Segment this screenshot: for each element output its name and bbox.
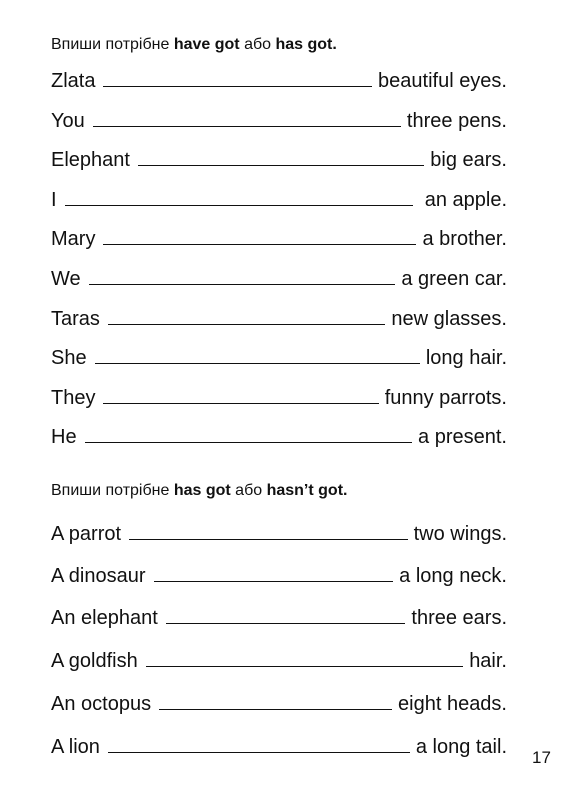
answer-blank — [103, 85, 372, 87]
row-predicate: a long tail. — [415, 736, 507, 758]
answer-blank — [85, 441, 412, 443]
answer-blank — [129, 538, 408, 540]
row-subject: Zlata — [51, 70, 96, 92]
instruction-have-got: Впиши потрібне have got або has got. — [51, 36, 337, 53]
exercise-row — [51, 382, 507, 410]
row-predicate: long hair. — [425, 347, 507, 369]
row-subject: A lion — [51, 736, 100, 758]
row-predicate: three ears. — [411, 607, 507, 629]
answer-blank — [166, 622, 406, 624]
answer-blank — [65, 204, 413, 206]
answer-blank — [103, 243, 416, 245]
row-predicate: beautiful eyes. — [378, 70, 507, 92]
exercise-row — [51, 223, 507, 251]
row-predicate: a present. — [418, 426, 507, 448]
exercise-row — [51, 731, 507, 759]
exercise-row — [51, 421, 507, 449]
answer-blank — [108, 751, 410, 753]
exercise-row — [51, 645, 507, 673]
exercise-row — [51, 184, 507, 212]
row-subject: An elephant — [51, 607, 158, 629]
row-predicate: eight heads. — [398, 693, 507, 715]
row-predicate: two wings. — [413, 523, 507, 545]
exercise-row — [51, 518, 507, 546]
exercise-row — [51, 560, 507, 588]
row-predicate: three pens. — [406, 110, 507, 132]
row-subject: They — [51, 387, 96, 409]
row-predicate: a green car. — [401, 268, 507, 290]
exercise-row — [51, 144, 507, 172]
row-subject: I — [51, 189, 57, 211]
exercise-row — [51, 65, 507, 93]
row-predicate: hair. — [469, 650, 507, 672]
row-subject: He — [51, 426, 77, 448]
row-subject: We — [51, 268, 81, 290]
exercise-row — [51, 105, 507, 133]
row-predicate: a long neck. — [399, 565, 507, 587]
row-subject: Elephant — [51, 149, 130, 171]
answer-blank — [154, 580, 394, 582]
exercise-row — [51, 303, 507, 331]
answer-blank — [159, 708, 392, 710]
answer-blank — [89, 283, 396, 285]
row-subject: An octopus — [51, 693, 152, 715]
exercise-row — [51, 342, 507, 370]
row-predicate: an apple. — [424, 189, 507, 211]
exercise-row — [51, 263, 507, 291]
answer-blank — [108, 323, 385, 325]
answer-blank — [146, 665, 463, 667]
row-subject: A parrot — [51, 523, 122, 545]
row-subject: Taras — [51, 308, 100, 330]
answer-blank — [93, 125, 401, 127]
exercise-row — [51, 602, 507, 630]
answer-blank — [138, 164, 424, 166]
row-subject: A goldfish — [51, 650, 138, 672]
row-subject: Mary — [51, 228, 96, 250]
row-predicate: a brother. — [422, 228, 507, 250]
instruction-has-got: Впиши потрібне has got або hasn’t got. — [51, 482, 348, 499]
row-predicate: new glasses. — [391, 308, 507, 330]
row-subject: You — [51, 110, 85, 132]
answer-blank — [103, 402, 378, 404]
row-predicate: big ears. — [430, 149, 507, 171]
row-subject: She — [51, 347, 87, 369]
row-predicate: funny parrots. — [384, 387, 507, 409]
exercise-row — [51, 688, 507, 716]
row-subject: A dinosaur — [51, 565, 146, 587]
answer-blank — [95, 362, 420, 364]
page-number: 17 — [532, 748, 551, 767]
